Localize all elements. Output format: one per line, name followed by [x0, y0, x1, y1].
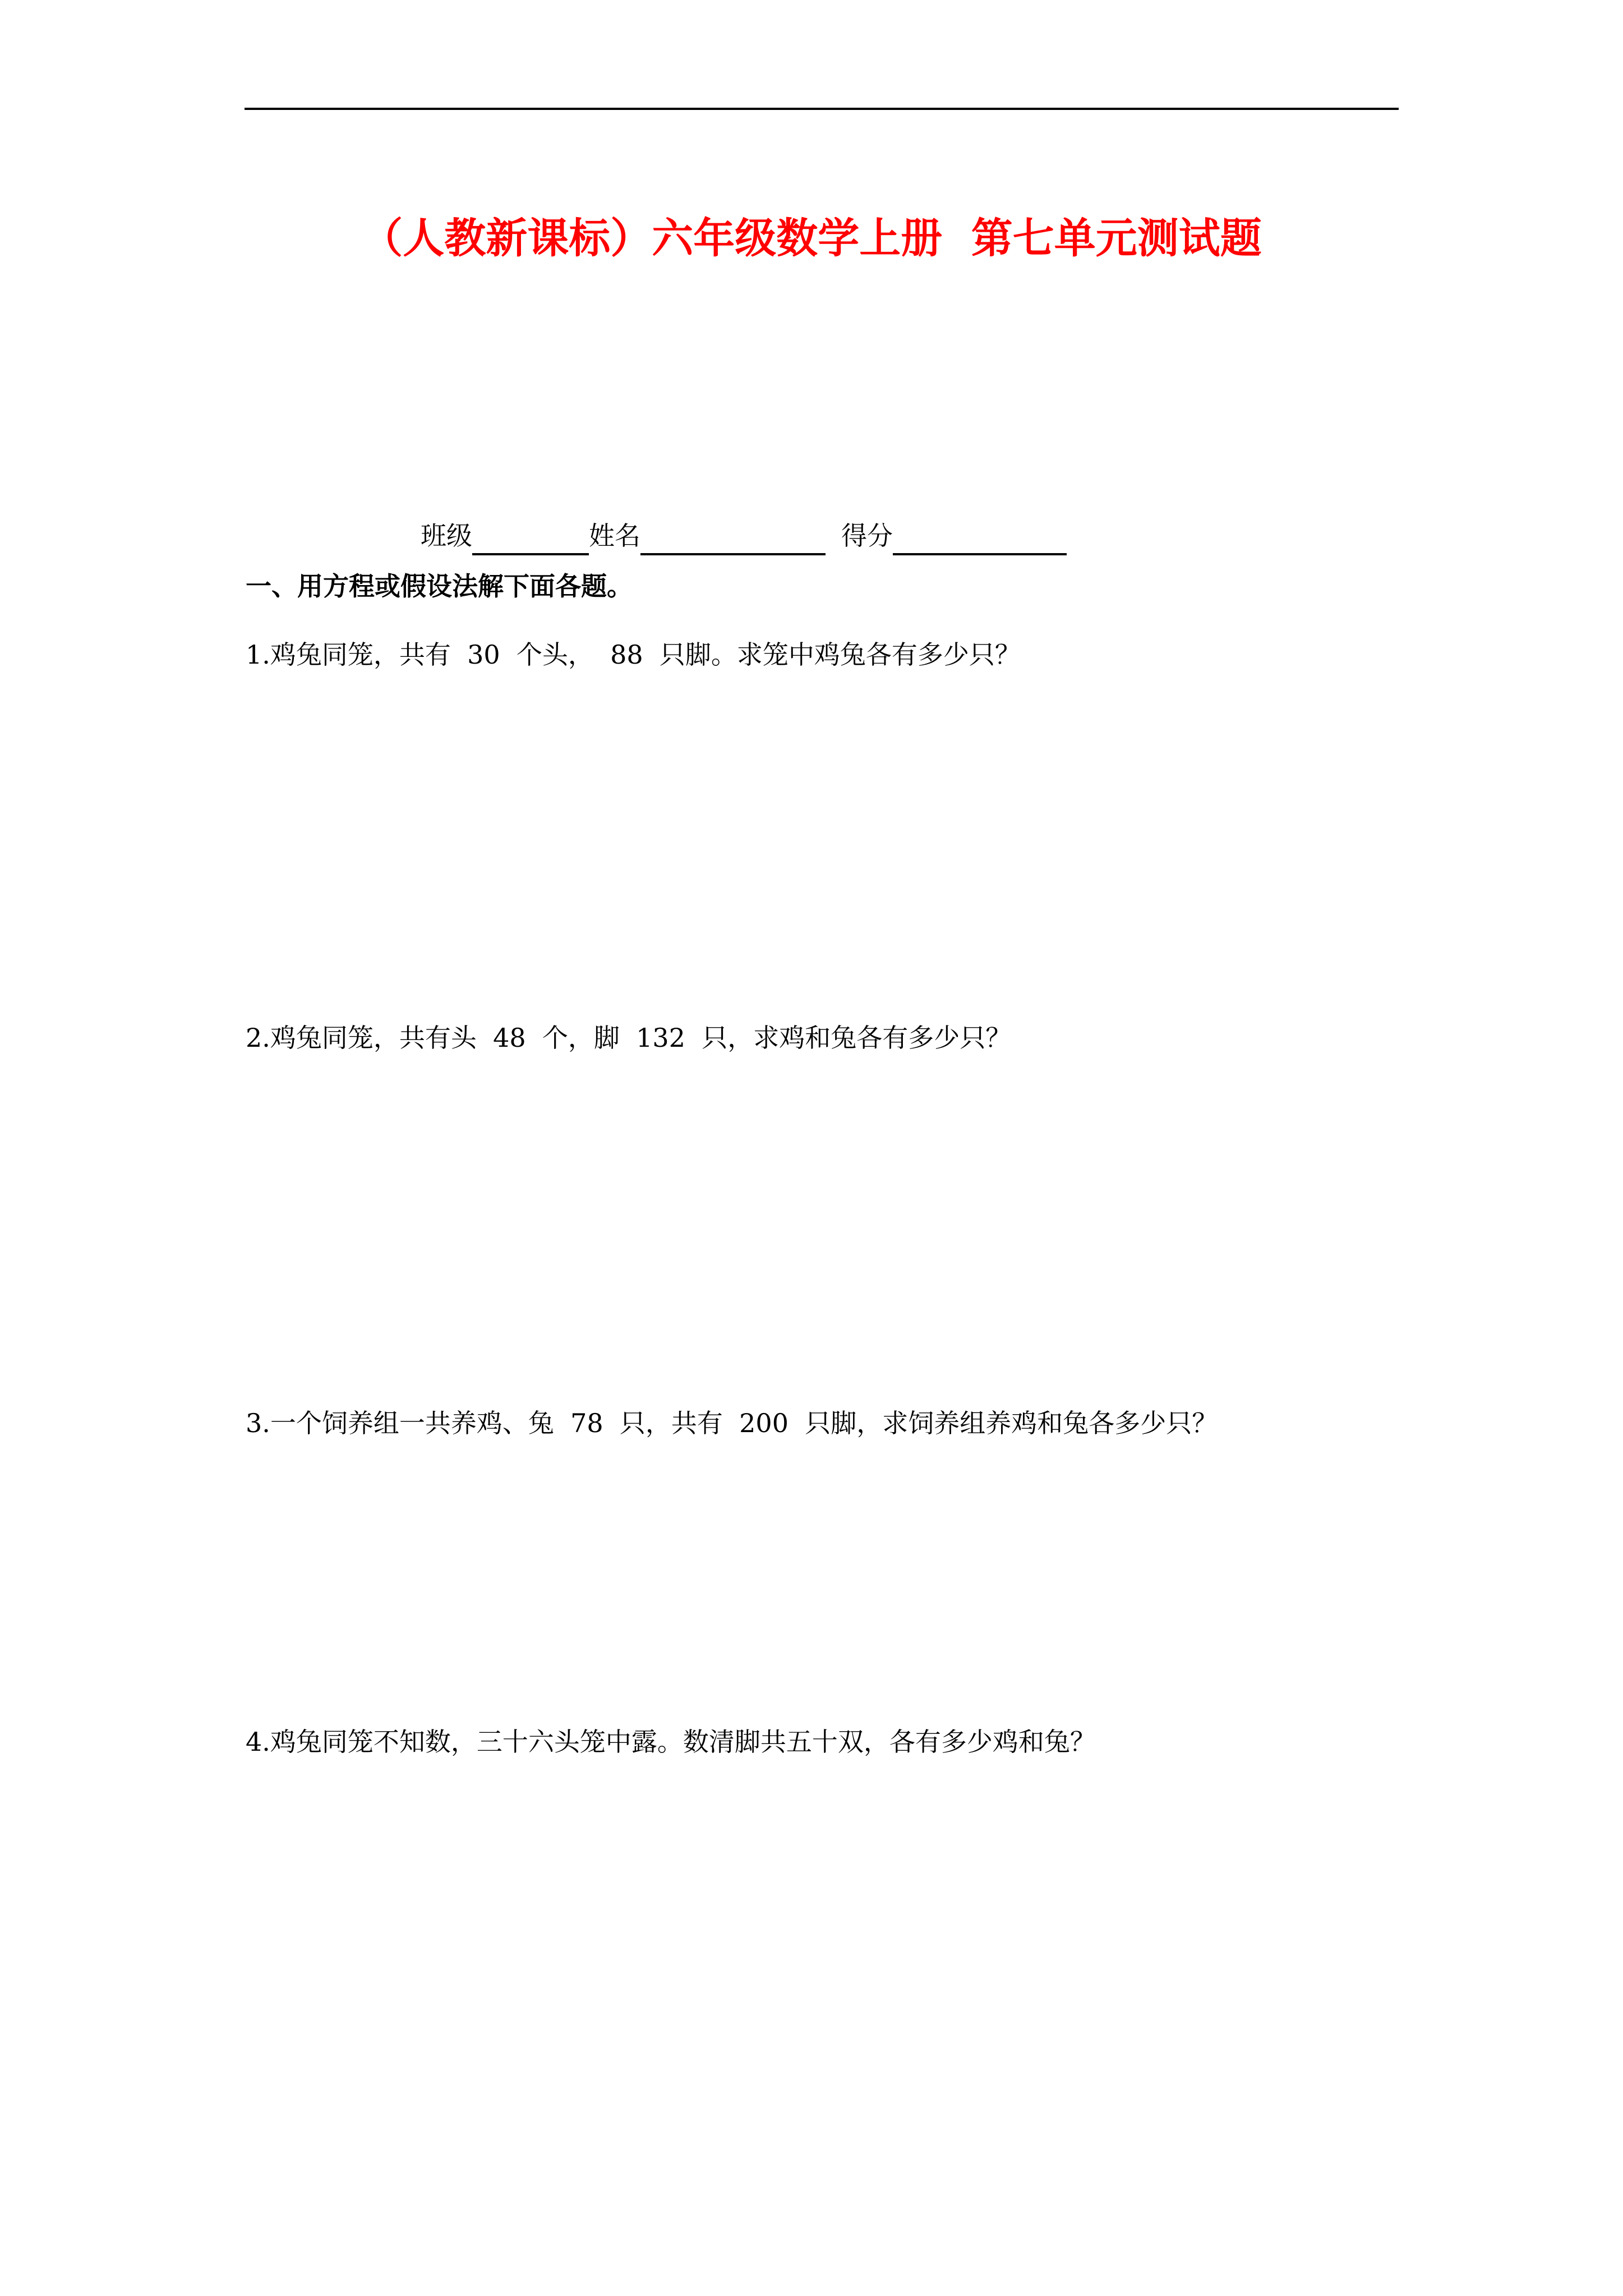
class-blank[interactable] — [472, 522, 589, 555]
question-4: 4.鸡兔同笼不知数，三十六头笼中露。数清脚共五十双，各有多少鸡和兔？ — [246, 1727, 1096, 1757]
name-blank[interactable] — [640, 522, 826, 555]
question-3: 3.一个饲养组一共养鸡、兔 78 只，共有 200 只脚，求饲养组养鸡和兔各多少只？ — [246, 1408, 1218, 1438]
class-label: 班级 — [421, 521, 472, 551]
score-blank[interactable] — [893, 522, 1067, 555]
header-rule — [245, 108, 1399, 110]
question-1: 1.鸡兔同笼，共有 30 个头， 88 只脚。求笼中鸡兔各有多少只？ — [246, 639, 1021, 670]
question-2: 2.鸡兔同笼，共有头 48 个，脚 132 只，求鸡和兔各有多少只？ — [246, 1023, 1012, 1053]
section-heading: 一、用方程或假设法解下面各题。 — [246, 571, 633, 601]
score-label: 得分 — [841, 521, 893, 551]
name-label: 姓名 — [589, 521, 640, 551]
student-info-row — [421, 516, 1067, 555]
page-title: （人教新课标）六年级数学上册 第七单元测试题 — [361, 214, 1262, 263]
